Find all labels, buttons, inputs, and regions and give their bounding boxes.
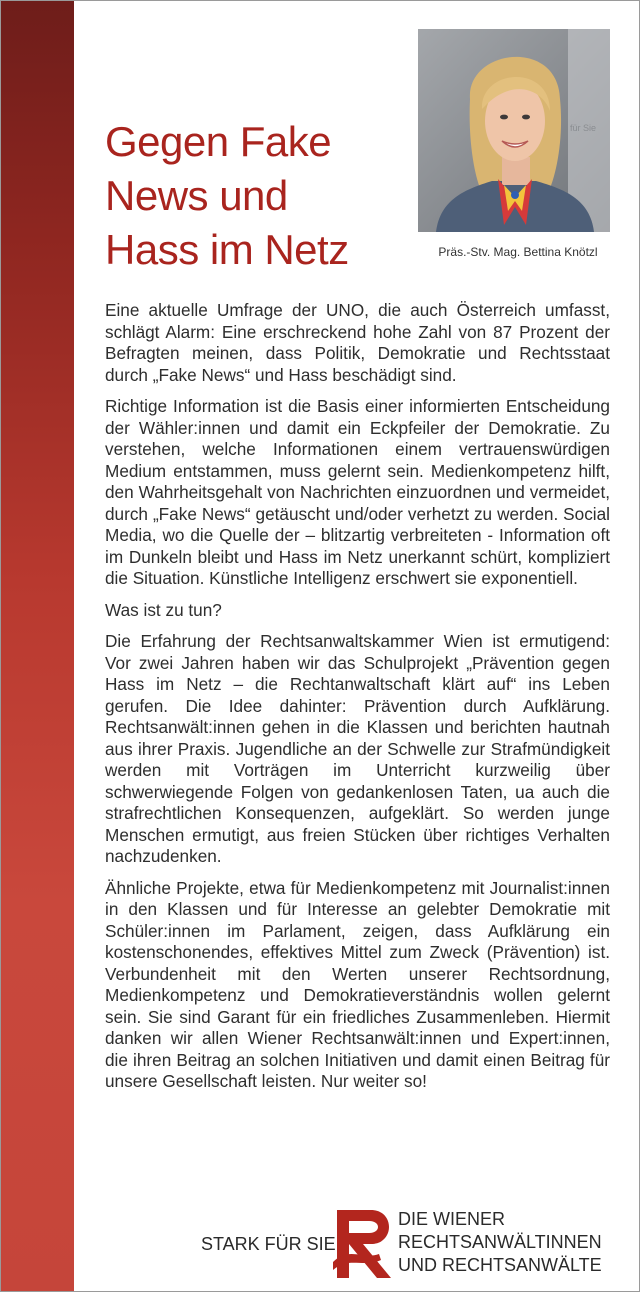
portrait-photo xyxy=(418,29,610,232)
paragraph: Ähnliche Projekte, etwa für Medienkompetenz mit Journalist:innen in den Klassen und für Interesse an gelebter Demokratie mit Schüler:innen im Parlament, zeigen, dass Aufklärung ein kostenschonendes, effektives Mittel zum Zweck (Prävention) ist. Verbundenheit mit den Werten unserer Rechtsordnung, Medienkompetenz und Demokratieverständnis wollen gelernt sein. Sie sind Garant für ein friedliches Zusammenleben. Hiermit danken wir allen Wiener Rechtsanwält:innen und Expert:innen, die ihren Beitrag an solchen Initiativen und damit einen Beitrag für unsere Gesellschaft leisten. Nur weiter so! xyxy=(105,877,610,1091)
paragraph: Eine aktuelle Umfrage der UNO, die auch Österreich umfasst, schlägt Alarm: Eine erschreckend hohe Zahl von 87 Prozent der Befragten meinen, dass Politik, Demokratie und Rechtsstaat durch „Fake News“ und Hass beschädigt sind. xyxy=(105,300,610,385)
author-portrait xyxy=(418,29,610,232)
decorative-side-bar xyxy=(1,1,74,1291)
portrait-caption: Präs.-Stv. Mag. Bettina Knötzl xyxy=(438,245,598,259)
org-line: RECHTSANWÄLTINNEN xyxy=(398,1232,602,1252)
article-title xyxy=(105,115,405,277)
org-line: UND RECHTSANWÄLTE xyxy=(398,1255,602,1275)
footer-branding xyxy=(196,1204,616,1284)
org-line: DIE WIENER xyxy=(398,1209,506,1229)
paragraph: Richtige Information ist die Basis einer informierten Entscheidung der Wähler:innen und damit ein Eckpfeiler der Demokratie. Zu verstehen, welche Informationen einem vertrauenswürdigen Medium entstammen, muss gelernt sein. Medienkompetenz hilft, den Wahrheitsgehalt von Nachrichten einzuordnen und vermeidet, durch „Fake News“ getäuscht und/oder verhetzt zu werden. Social Media, wo die Quelle der – blitzartig verbreiteten - Information oft im Dunkeln bleibt und Hass im Netz unerkannt schürt, kompliziert die Situation. Künstliche Intelligenz erschwert sie exponentiell. xyxy=(105,396,610,588)
title-line: Hass im Netz xyxy=(105,226,349,273)
organization-name xyxy=(398,1208,602,1277)
background-sign-text: für Sie xyxy=(570,123,597,133)
slogan: STARK FÜR SIE xyxy=(201,1234,336,1254)
title-line: News und xyxy=(105,172,288,219)
title-line: Gegen Fake xyxy=(105,118,332,165)
subheading-question: Was ist zu tun? xyxy=(105,599,222,620)
paragraph: Die Erfahrung der Rechtsanwaltskammer Wien ist ermutigend: Vor zwei Jahren haben wir das Schulprojekt „Prävention gegen Hass im Netz – die Rechtanwaltschaft klärt auf“ ins Leben gerufen. Die Idee dahinter: Prävention durch Aufklärung. Rechtsanwält:innen gehen in die Klassen und berichten hautnah aus ihrer Praxis. Jugendliche an der Schwelle zur Strafmündigkeit werden mit Vorträgen im Unterricht kurzweilig über schwerwiegende Folgen von gedankenlosen Taten, ua auch die strafrechtlichen Konsequenzen, aufgeklärt. So werden junge Menschen ermutigt, aus freien Stücken über richtiges Verhalten nachzudenken. xyxy=(105,631,610,866)
article-body xyxy=(105,300,610,1103)
r-logo-icon xyxy=(333,1204,397,1282)
